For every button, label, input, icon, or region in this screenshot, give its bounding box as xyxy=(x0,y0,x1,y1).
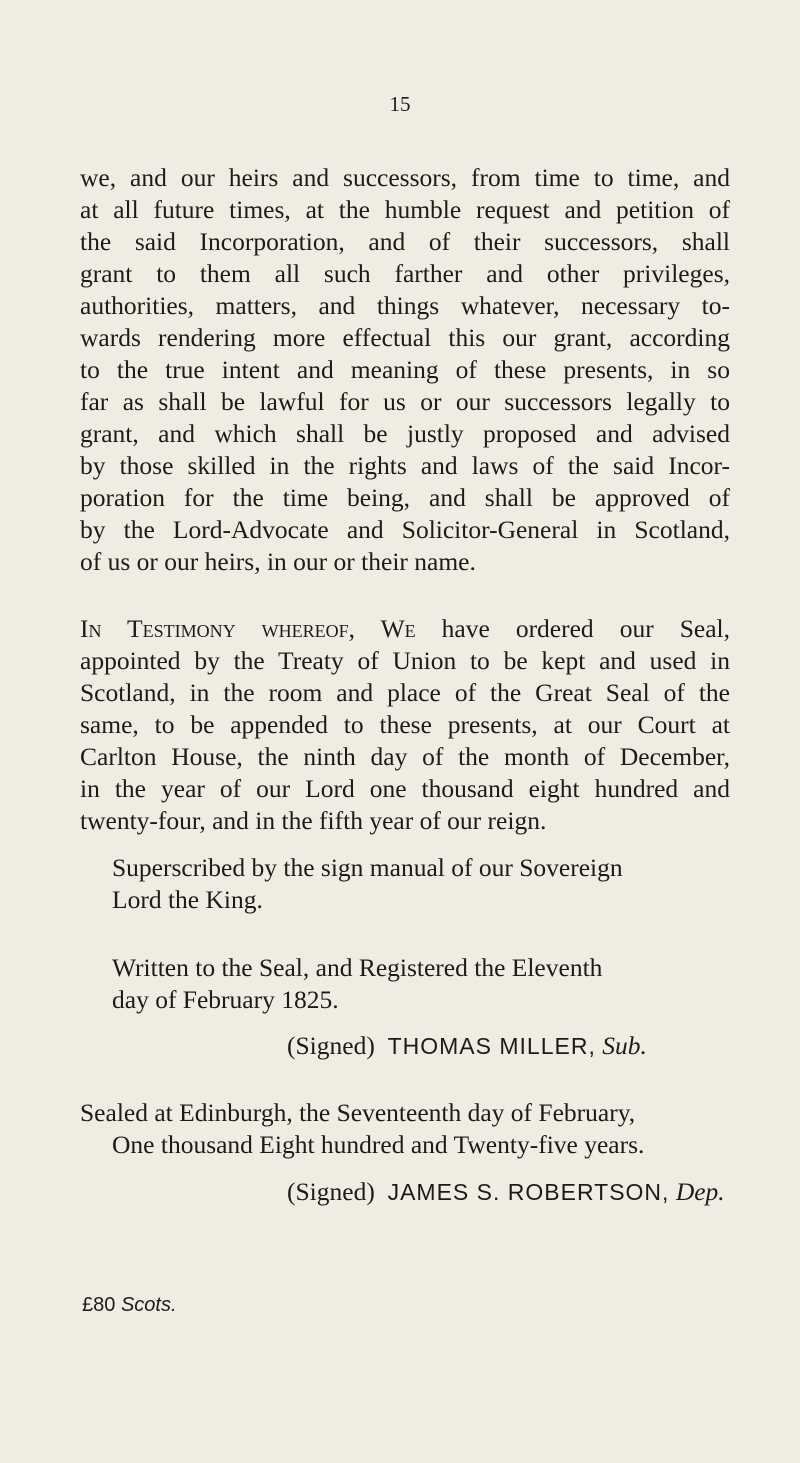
text-line: grant, and which shall be justly proposed and advised xyxy=(80,419,730,448)
text-line: Written to the Seal, and Registered the Eleventh xyxy=(112,953,603,982)
testimony-lead-in: In Testimony whereof, We xyxy=(80,614,416,643)
text-line: day of February 1825. xyxy=(112,985,339,1014)
fee-currency: Scots. xyxy=(120,1294,177,1316)
text-line: in the year of our Lord one thousand eight hundred and xyxy=(80,774,730,803)
text-line: Superscribed by the sign manual of our Sovereign xyxy=(112,853,623,882)
text-line: the said Incorporation, and of their successors, shall xyxy=(80,227,730,256)
text-line: by those skilled in the rights and laws of the said Incor- xyxy=(80,451,730,480)
text-line: Sealed at Edinburgh, the Seventeenth day of February, xyxy=(80,1098,636,1127)
signature-james-robertson xyxy=(287,1176,725,1208)
signatory-name: JAMES S. ROBERTSON, xyxy=(387,1179,670,1205)
text-line: Scotland, in the room and place of the Great Seal of the xyxy=(80,678,730,707)
text-line: poration for the time being, and shall be approved of xyxy=(80,483,730,512)
fee-note xyxy=(82,1294,177,1317)
signature-thomas-miller xyxy=(287,1030,647,1062)
text-line: twenty-four, and in the fifth year of our reign. xyxy=(80,806,547,835)
page-number: 15 xyxy=(389,92,411,116)
text-line: we, and our heirs and successors, from time to time, and xyxy=(80,163,730,192)
signatory-name: THOMAS MILLER, xyxy=(387,1033,596,1059)
text-line: far as shall be lawful for us or our successors legally to xyxy=(80,387,730,416)
signed-prefix: (Signed) xyxy=(287,1177,375,1206)
fee-amount: £80 xyxy=(82,1294,116,1316)
text-line: to the true intent and meaning of these presents, in so xyxy=(80,355,730,384)
signed-prefix: (Signed) xyxy=(287,1031,375,1060)
testimony-line-rest: have ordered our Seal, xyxy=(415,614,730,643)
text-line: grant to them all such farther and other privileges, xyxy=(80,259,730,288)
text-line: by the Lord-Advocate and Solicitor-General in Scotland, xyxy=(80,515,730,544)
text-line: Lord the King. xyxy=(112,885,263,914)
text-line: same, to be appended to these presents, at our Court at xyxy=(80,710,730,739)
text-line xyxy=(80,613,730,645)
text-line: wards rendering more effectual this our grant, according xyxy=(80,323,730,352)
text-line: authorities, matters, and things whatever, necessary to- xyxy=(80,291,730,320)
text-line: appointed by the Treaty of Union to be kept and used in xyxy=(80,646,730,675)
text-line: of us or our heirs, in our or their name. xyxy=(80,547,476,576)
signatory-title: Sub. xyxy=(602,1031,647,1060)
signatory-title: Dep. xyxy=(675,1177,725,1206)
text-line: at all future times, at the humble request and petition of xyxy=(80,195,730,224)
text-line: One thousand Eight hundred and Twenty-five years. xyxy=(112,1130,645,1159)
text-line: Carlton House, the ninth day of the month of December, xyxy=(80,742,730,771)
